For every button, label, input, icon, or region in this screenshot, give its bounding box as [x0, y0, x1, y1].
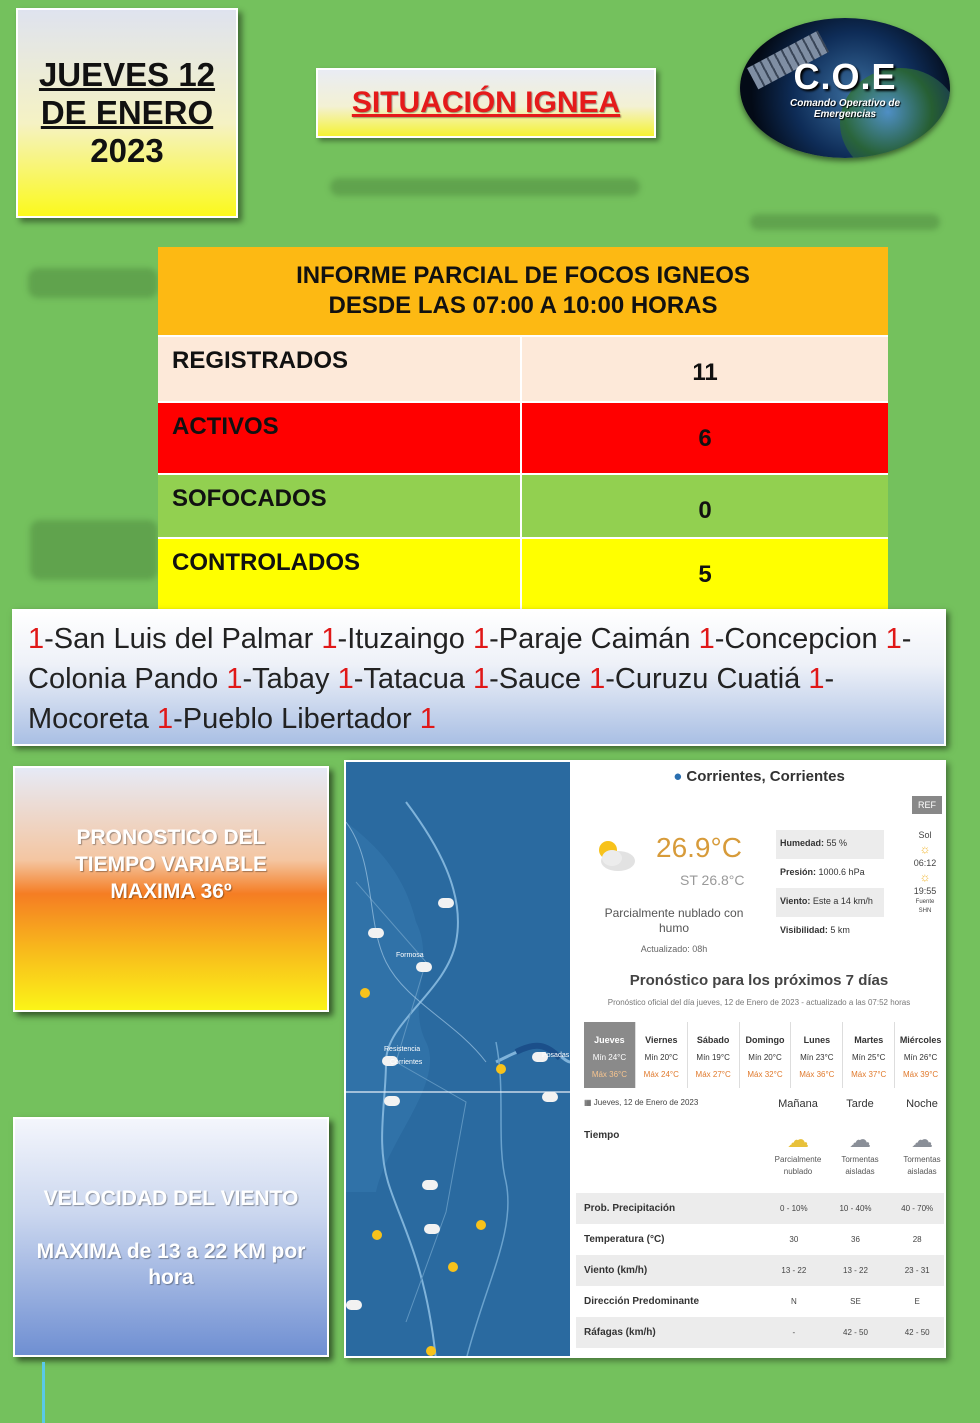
coe-logo [740, 18, 950, 158]
detail-date: ▦ Jueves, 12 de Enero de 2023 [584, 1098, 699, 1107]
background-shadow [30, 520, 158, 580]
source-label: Fuente SHN [915, 899, 935, 914]
sun-icon [426, 1346, 436, 1356]
date-month: DE ENERO [40, 94, 214, 131]
weather-map[interactable] [346, 762, 570, 1358]
period-condition: ☁ Tormentas aisladas [892, 1126, 946, 1178]
location-name: -San Luis del Palmar [44, 623, 322, 655]
report-header-line-1: INFORME PARCIAL DE FOCOS IGNEOS [296, 262, 750, 289]
background-shadow [330, 178, 640, 196]
table-row: Viento (km/h) 13 - 22 13 - 22 23 - 31 [576, 1255, 946, 1286]
pressure: Presión: 1000.6 hPa [780, 867, 865, 877]
wind: Viento: Este a 14 km/h [776, 888, 884, 917]
forecast-line-2: TIEMPO VARIABLE [74, 852, 268, 876]
period-condition: ☁ Tormentas aisladas [830, 1126, 890, 1178]
sun-icon [448, 1262, 458, 1272]
location-count: 1 [419, 703, 436, 735]
storm-icon: ☁ [911, 1127, 933, 1152]
tiempo-label: Tiempo [584, 1130, 620, 1141]
row-value: 0 [698, 497, 712, 524]
location-count: 1 [337, 663, 354, 695]
sun-icon [360, 988, 370, 998]
partly-cloudy-icon: ☁ [787, 1127, 809, 1152]
map-label: Resistencia [384, 1046, 421, 1053]
table-row: Prob. Precipitación 0 - 10% 10 - 40% 40 - 70% [576, 1193, 946, 1224]
row-label: ACTIVOS [158, 403, 522, 473]
map-label: Corrientes [390, 1059, 423, 1066]
forecast-detail-table [576, 1193, 946, 1348]
cloud-icon [438, 898, 454, 908]
cloud-icon [368, 928, 384, 938]
report-row-sofocados [158, 473, 888, 537]
period-manana: Mañana [778, 1098, 818, 1110]
cloud-icon [424, 1224, 440, 1234]
location-count: 1 [808, 663, 825, 695]
location-count: 1 [472, 623, 490, 655]
row-value: 11 [692, 359, 718, 386]
location-name: -Concepcion [714, 623, 886, 655]
period-noche: Noche [906, 1098, 938, 1110]
sol-label: Sol [918, 830, 932, 840]
table-row: Temperatura (°C) 30 36 28 [584, 1234, 922, 1245]
row-value: 6 [698, 425, 712, 452]
weather-panel [570, 762, 946, 1358]
current-temperature: 26.9°C [656, 832, 742, 863]
wind-title: VELOCIDAD DEL VIENTO [43, 1187, 299, 1210]
row-label: CONTROLADOS [158, 539, 522, 617]
location-count: 1 [885, 623, 902, 655]
sunset-icon: ☼ [919, 870, 931, 884]
forecast-line-3: MAXIMA 36º [110, 879, 232, 903]
period-condition: ☁ Parcialmente nublado [768, 1126, 828, 1178]
sun-icon [496, 1064, 506, 1074]
date-year: 2023 [90, 132, 164, 169]
wind-value: MAXIMA de 13 a 22 KM por hora [36, 1240, 306, 1289]
storm-icon: ☁ [849, 1127, 871, 1152]
location-count: 1 [589, 663, 606, 695]
decorative-line [42, 1362, 45, 1423]
sun-times [908, 828, 942, 916]
updated-time: Actualizado: 08h [640, 944, 708, 954]
cloud-icon [384, 1096, 400, 1106]
location-count: 1 [226, 663, 243, 695]
location-count: 1 [321, 623, 338, 655]
location-name: -Paraje Caimán [489, 623, 699, 655]
locations-list [12, 609, 946, 746]
map-label: Formosa [396, 952, 424, 959]
sun-icon [372, 1230, 382, 1240]
day-tab-domingo[interactable]: Domingo Mín 20°C Máx 32°C [740, 1022, 792, 1088]
day-tab-martes[interactable]: Martes Mín 25°C Máx 37°C [843, 1022, 895, 1088]
day-tab-lunes[interactable]: Lunes Mín 23°C Máx 36°C [791, 1022, 843, 1088]
row-label: SOFOCADOS [158, 475, 522, 537]
report-row-activos [158, 401, 888, 473]
cloud-icon [542, 1092, 558, 1102]
date-day: JUEVES 12 [38, 56, 216, 93]
date-box [16, 8, 238, 218]
feels-like: ST 26.8°C [680, 872, 745, 888]
sunrise-icon: ☼ [919, 842, 931, 856]
table-row: Ráfagas (km/h) - 42 - 50 42 - 50 [576, 1317, 946, 1348]
report-header [158, 247, 888, 335]
row-label: REGISTRADOS [158, 337, 522, 401]
ref-button[interactable]: REF [912, 796, 942, 814]
weather-location: ● Corrientes, Corrientes [673, 768, 845, 785]
location-name: -Tatacua [353, 663, 474, 695]
calendar-icon: ▦ [584, 1098, 592, 1107]
location-name: -Curuzu Cuatiá [605, 663, 809, 695]
page-title: SITUACIÓN IGNEA [351, 86, 621, 119]
current-condition: Parcialmente nublado con humo [604, 906, 744, 935]
wind-box [13, 1117, 329, 1357]
location-name: -Mocoreta [28, 663, 835, 735]
report-header-line-2: DESDE LAS 07:00 A 10:00 HORAS [328, 292, 718, 319]
logo-subtitle: Comando Operativo de Emergencias [789, 98, 900, 120]
day-tab-viernes[interactable]: Viernes Mín 20°C Máx 24°C [636, 1022, 688, 1088]
cloud-icon [346, 1300, 362, 1310]
day-tab-miercoles[interactable]: Miércoles Mín 26°C Máx 39°C [899, 1035, 942, 1079]
cloud-icon [416, 962, 432, 972]
humidity: Humedad: 55 % [776, 830, 884, 859]
location-name: -Ituzaingo [337, 623, 473, 655]
location-name: -Colonia Pando [28, 623, 912, 695]
measurements [776, 830, 884, 946]
seven-day-title: Pronóstico para los próximos 7 días [629, 972, 889, 989]
background-shadow [750, 214, 940, 230]
map-label: Posadas [542, 1052, 570, 1059]
location-name: -Pueblo Libertador [173, 703, 420, 735]
visibility: Visibilidad: 5 km [780, 925, 850, 935]
day-tab-sabado[interactable]: Sábado Mín 19°C Máx 27°C [688, 1022, 740, 1088]
logo-name: C.O.E [793, 56, 897, 97]
seven-day-subtitle: Pronóstico oficial del día jueves, 12 de Enero de 2023 - actualizado a las 07:52 horas [607, 998, 911, 1007]
sunset-time: 19:55 [913, 886, 937, 896]
map-pin-icon: ● [673, 768, 683, 785]
report-row-registrados [158, 335, 888, 401]
forecast-line-1: PRONOSTICO DEL [76, 825, 266, 849]
location-name: -Sauce [489, 663, 590, 695]
sun-icon [476, 1220, 486, 1230]
location-count: 1 [156, 703, 174, 735]
partly-cloudy-icon [590, 834, 638, 874]
seven-day-tabs [584, 1022, 946, 1088]
report-row-controlados [158, 537, 888, 617]
cloud-icon [422, 1180, 438, 1190]
title-box [316, 68, 656, 138]
location-count: 1 [698, 623, 715, 655]
sunrise-time: 06:12 [913, 858, 937, 868]
weather-widget [344, 760, 946, 1358]
location-count: 1 [473, 663, 490, 695]
forecast-box [13, 766, 329, 1012]
background-shadow [28, 268, 158, 298]
row-value: 5 [698, 561, 712, 588]
location-count: 1 [28, 623, 45, 655]
fire-report-table [158, 247, 888, 617]
day-tab-jueves[interactable]: Jueves Mín 24°C Máx 36°C [584, 1022, 636, 1088]
location-name: -Tabay [242, 663, 338, 695]
period-tarde: Tarde [846, 1098, 874, 1110]
table-row: Dirección Predominante N SE E [584, 1296, 920, 1307]
